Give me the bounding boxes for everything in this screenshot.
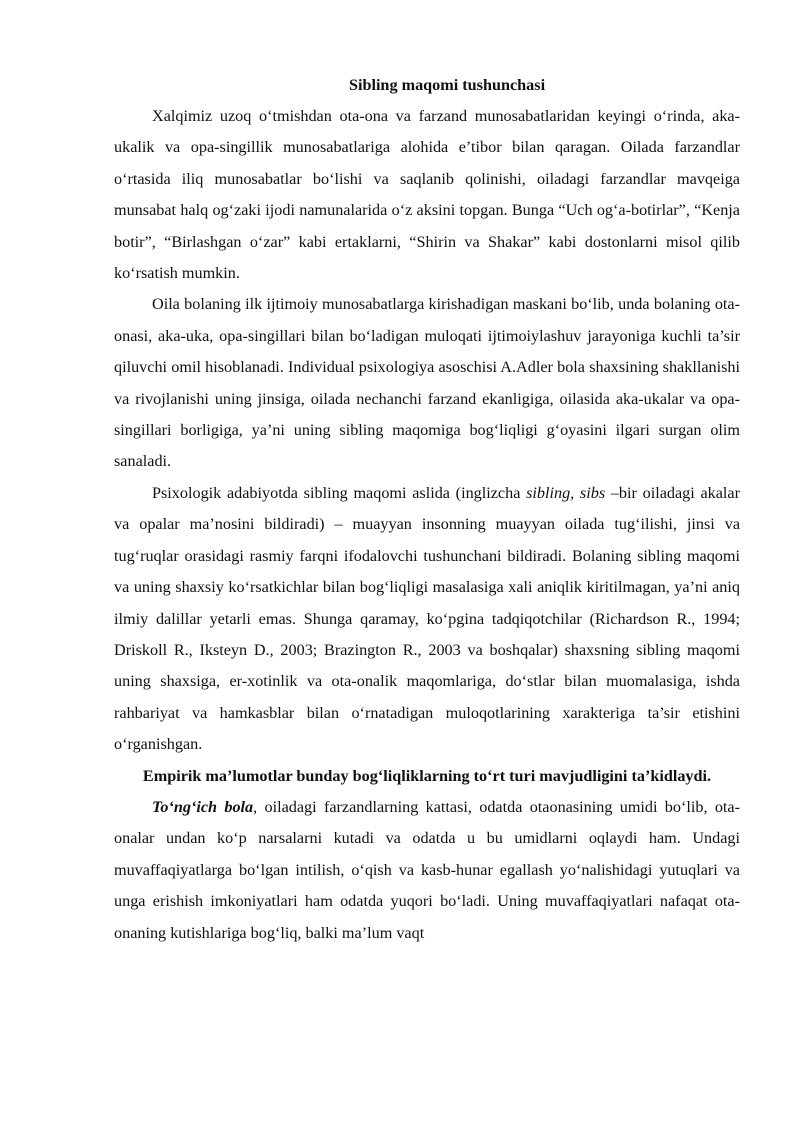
bold-italic-term: To‘ng‘ich bola — [152, 797, 254, 816]
document-body — [114, 70, 740, 949]
paragraph-intro: Xalqimiz uzoq o‘tmishdan ota-ona va farzand munosabatlaridan keyingi o‘rinda, aka-ukalik va opa-singillik munosabatlariga alohida e’tibor bilan qaragan. Oilada farzandlar o‘rtasida iliq munosabatlar bo‘lishi va saqlanib qolinishi, oiladagi farzandlar mavqeiga munsabat halq og‘zaki ijodi namunalarida o‘z aksini topgan. Bunga “Uch og‘a-botirlar”, “Kenja botir”, “Birlashgan o‘zar” kabi ertaklarni, “Shirin va Shakar” kabi dostonlarni misol qilib ko‘rsatish mumkin. — [114, 107, 740, 283]
paragraph-family: Oila bolaning ilk ijtimoiy munosabatlarga kirishadigan maskani bo‘lib, unda bolaning ota-onasi, aka-uka, opa-singillari bilan bo‘ladigan muloqati ijtimoiylashuv jarayoniga kuchli ta’sir qiluvchi omil hisoblanadi. Individual psixologiya asoschisi A.Adler bola shaxsining shakllanishi va rivojlanishi uning jinsiga, oilada nechanchi farzand ekanligiga, oilasida aka-ukalar va opa-singillari borligiga, ya’ni uning sibling maqomiga bog‘liqligi g‘oyasini ilgari surgan olim sanaladi. — [114, 295, 740, 471]
paragraph-text: Psixologik adabiyotda sibling maqomi aslida (inglizcha — [152, 483, 527, 502]
paragraph-text: , oiladagi farzandlarning kattasi, odatda otaonasining umidi bo‘lib, ota-onalar undan ko‘p narsalarni kutadi va odatda u bu umidlarni oqlaydi ham. Undagi muvaffaqiyatlarga bo‘lgan intilish, o‘qish va kasb-hunar egallash yo‘nalishidagi yutuqlari va unga erishish imkoniyatlari ham odatda yuqori bo‘ladi. Uning muvaffaqiyatlari nafaqat ota-onaning kutishlariga bog‘liq, balki ma’lum vaqt — [114, 797, 740, 942]
paragraph-firstborn — [114, 792, 740, 949]
page-title: Sibling maqomi tushunchasi — [348, 76, 546, 94]
paragraph-text: –bir oiladagi akalar va opalar ma’nosini bildiradi) – muayyan insonning muayyan oilada tug‘ilishi, jinsi va tug‘ruqlar orasidagi rasmiy farqni ifodalovchi tushunchani bildiradi. Bolaning sibling maqomi va uning shaxsiy ko‘rsatkichlar bilan bog‘liqligi masalasiga xali aniqlik kiritilmagan, ya’ni aniq ilmiy dalillar yetarli emas. Shunga qaramay, ko‘pgina tadqiqotchilar (Richardson R., 1994; Driskoll R., Iksteyn D., 2003; Brazington R., 2003 va boshqalar) shaxsning sibling maqomi uning shaxsiga, er-xotinlik va ota-onalik maqomlariga, do‘stlar bilan muomalasiga, ishda rahbariyat va hamkasblar bilan o‘rnatadigan muloqotlarining xarakteriga ta’sir etishini o‘rganishgan. — [114, 483, 740, 754]
section-subheading: Empirik ma’lumotlar bunday bog‘liqliklarning to‘rt turi mavjudligini ta’kidlaydi. — [142, 766, 712, 785]
italic-term: sibling, sibs — [526, 483, 606, 502]
paragraph-sibling-definition — [114, 478, 740, 761]
